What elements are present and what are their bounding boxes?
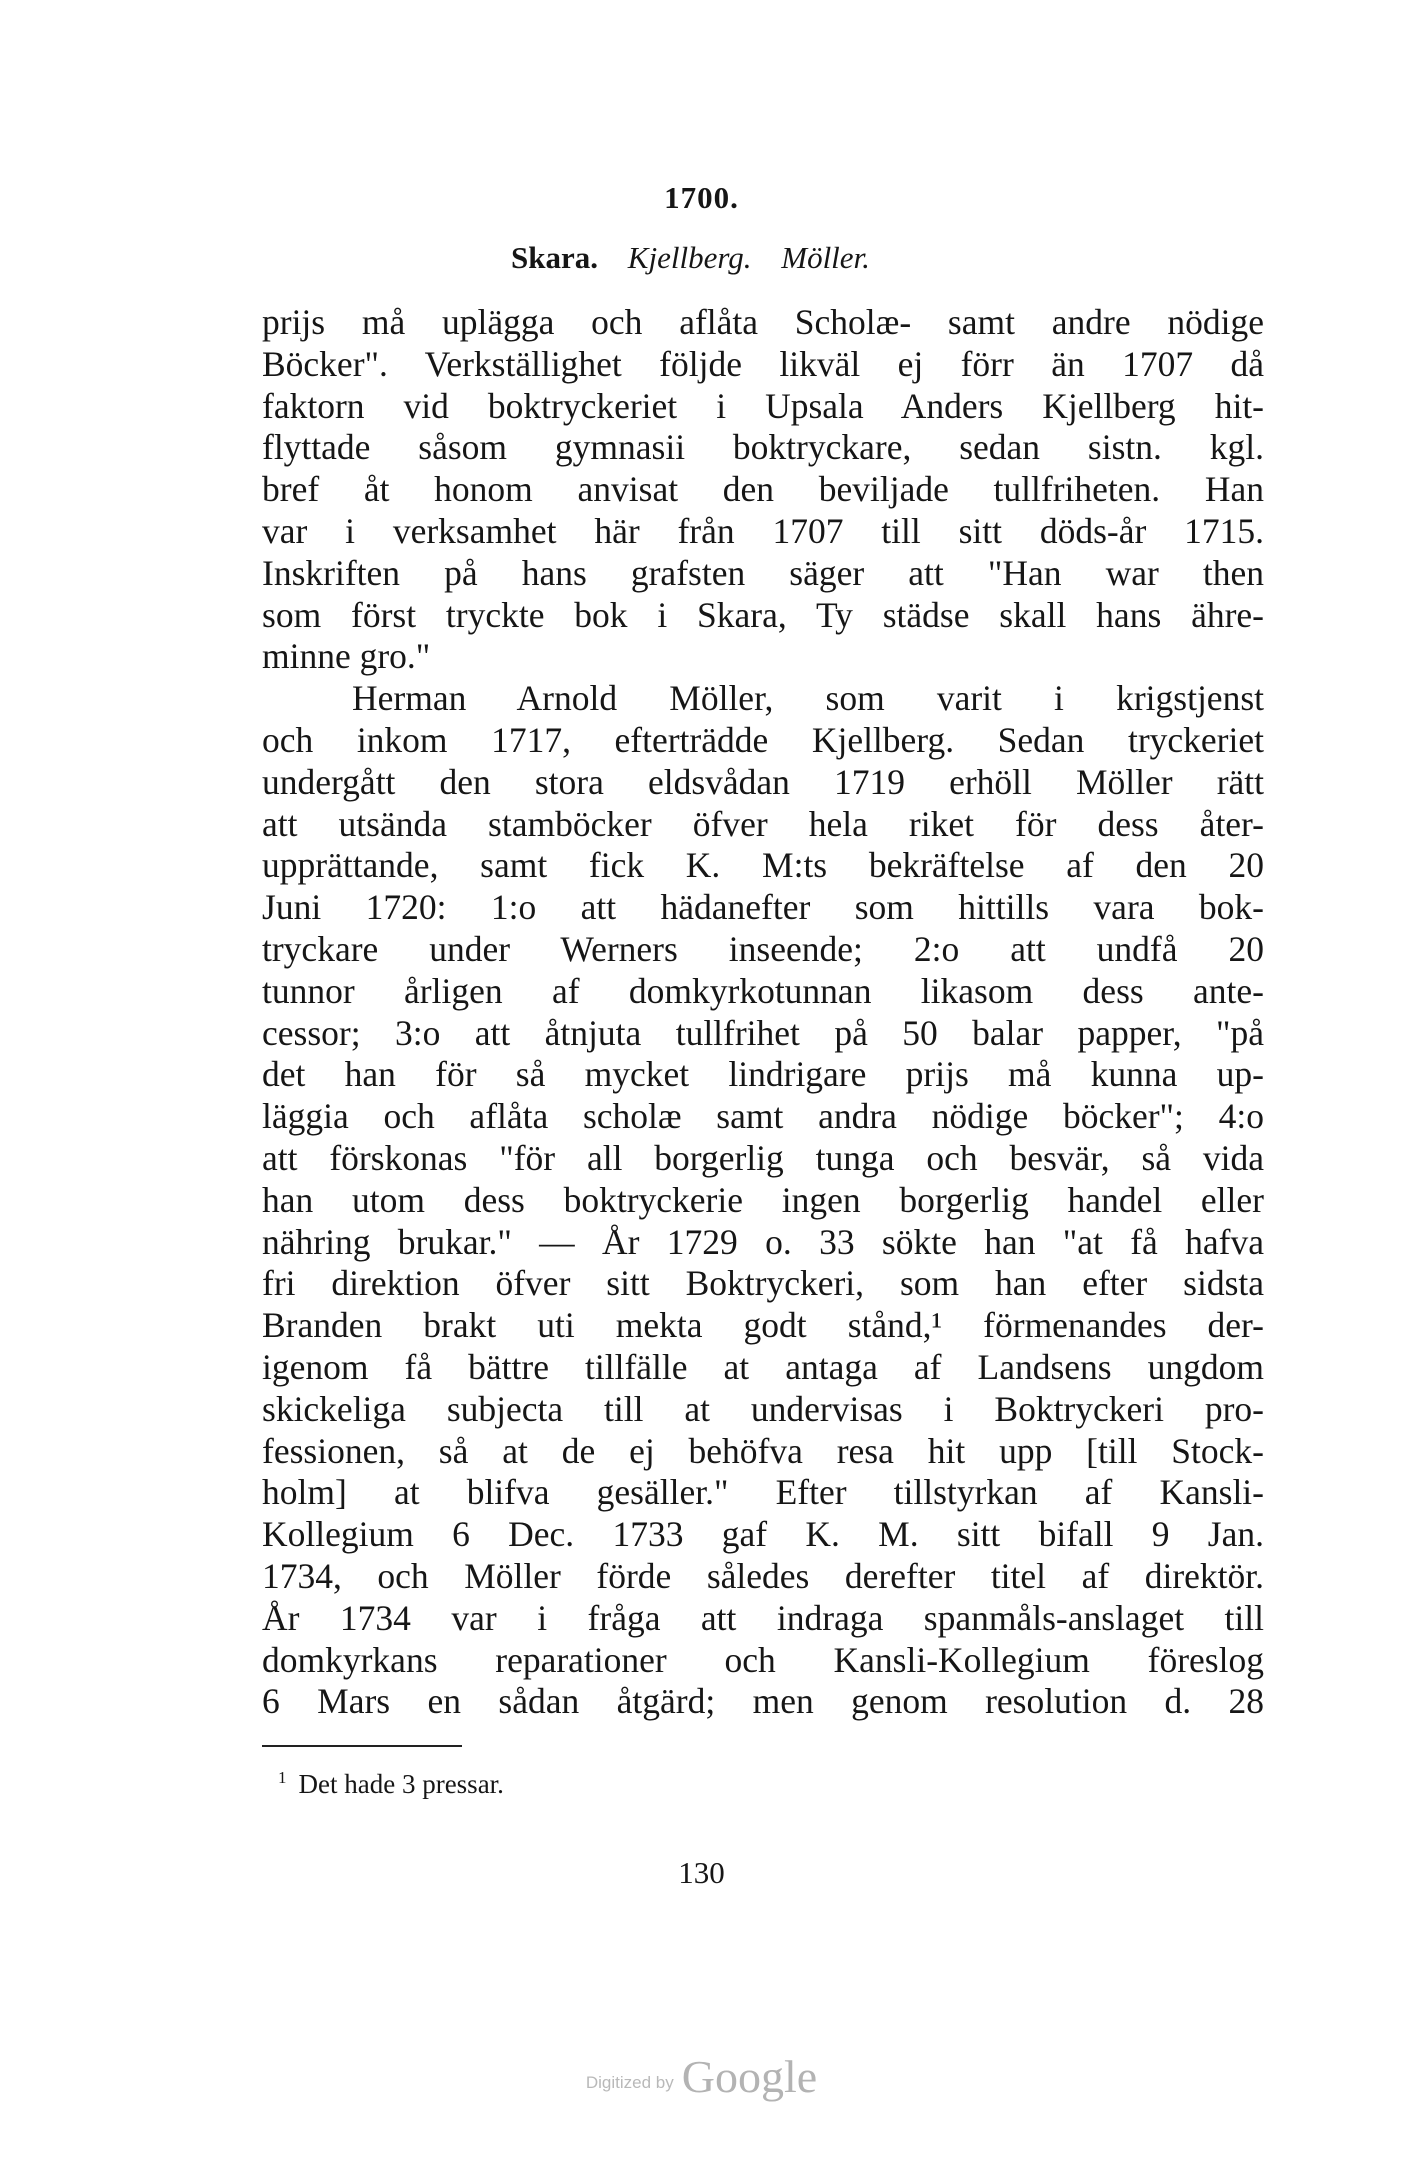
body-line: Böcker". Verkställighet följde likväl ej förr än 1707 då bbox=[262, 343, 1264, 384]
body-line: upprättande, samt fick K. M:ts bekräftelse af den 20 bbox=[262, 845, 1264, 886]
footnote bbox=[278, 1768, 504, 1800]
running-head-name-1: Kjellberg. bbox=[627, 240, 752, 275]
watermark-prefix: Digitized by bbox=[585, 2073, 674, 2092]
running-head-name-2: Möller. bbox=[781, 240, 870, 275]
body-line: År 1734 var i fråga att indraga spanmåls-anslaget till bbox=[262, 1597, 1264, 1638]
body-line: domkyrkans reparationer och Kansli-Kollegium föreslog bbox=[262, 1639, 1264, 1680]
body-line: var i verksamhet här från 1707 till sitt döds-år 1715. bbox=[262, 510, 1264, 551]
body-line: Branden brakt uti mekta godt stånd,¹ förmenandes der- bbox=[262, 1305, 1264, 1346]
body-line: undergått den stora eldsvådan 1719 erhöll Möller rätt bbox=[262, 761, 1264, 802]
body-line: Inskriften på hans grafsten säger att "Han war then bbox=[262, 552, 1264, 593]
footnote-marker: 1 bbox=[278, 1768, 287, 1787]
running-head-place: Skara. bbox=[511, 240, 599, 275]
footnote-divider bbox=[262, 1745, 462, 1747]
body-line: bref åt honom anvisat den beviljade tullfriheten. Han bbox=[262, 469, 1264, 510]
digitized-watermark bbox=[0, 2050, 1403, 2103]
body-line: Herman Arnold Möller, som varit i krigstjenst bbox=[352, 678, 1264, 719]
body-line: tryckare under Werners inseende; 2:o att undfå 20 bbox=[262, 928, 1264, 969]
body-line: minne gro." bbox=[262, 636, 431, 677]
body-line: tunnor årligen af domkyrkotunnan likasom dess ante- bbox=[262, 970, 1264, 1011]
body-line: skickeliga subjecta till at undervisas i Boktryckeri pro- bbox=[262, 1388, 1264, 1429]
body-line: och inkom 1717, efterträdde Kjellberg. Sedan tryckeriet bbox=[262, 719, 1264, 760]
body-line: Juni 1720: 1:o att hädanefter som hittills vara bok- bbox=[262, 887, 1264, 928]
running-head bbox=[0, 240, 1403, 276]
footnote-text: Det hade 3 pressar. bbox=[298, 1769, 504, 1799]
body-line: cessor; 3:o att åtnjuta tullfrihet på 50 balar papper, "på bbox=[262, 1012, 1264, 1053]
body-line: flyttade såsom gymnasii boktryckare, sedan sistn. kgl. bbox=[262, 427, 1264, 468]
body-line: nähring brukar." — År 1729 o. 33 sökte han "at få hafva bbox=[262, 1221, 1264, 1262]
body-line: holm] at blifva gesäller." Efter tillstyrkan af Kansli- bbox=[262, 1472, 1264, 1513]
body-line: läggia och aflåta scholæ samt andra nödige böcker"; 4:o bbox=[262, 1096, 1264, 1137]
body-line: 1734, och Möller förde således derefter titel af direktör. bbox=[262, 1555, 1264, 1596]
body-line: igenom få bättre tillfälle at antaga af Landsens ungdom bbox=[262, 1346, 1264, 1387]
body-line: att utsända stamböcker öfver hela riket för dess åter- bbox=[262, 803, 1264, 844]
page-number: 130 bbox=[678, 1855, 725, 1890]
google-logo: Google bbox=[681, 2051, 818, 2102]
body-line: fessionen, så at de ej behöfva resa hit upp [till Stock- bbox=[262, 1430, 1264, 1471]
running-head-year: 1700. bbox=[664, 180, 739, 215]
body-line: Kollegium 6 Dec. 1733 gaf K. M. sitt bifall 9 Jan. bbox=[262, 1514, 1264, 1555]
body-line: det han för så mycket lindrigare prijs må kunna up- bbox=[262, 1054, 1264, 1095]
body-line: han utom dess boktryckerie ingen borgerlig handel eller bbox=[262, 1179, 1264, 1220]
body-line: prijs må uplägga och aflåta Scholæ- samt andre nödige bbox=[262, 302, 1264, 342]
body-line: att förskonas "för all borgerlig tunga och besvär, så vida bbox=[262, 1137, 1264, 1178]
body-line: som först tryckte bok i Skara, Ty städse skall hans ähre- bbox=[262, 594, 1264, 635]
body-line: faktorn vid boktryckeriet i Upsala Anders Kjellberg hit- bbox=[262, 385, 1264, 426]
body-text bbox=[262, 302, 1264, 1723]
body-line: fri direktion öfver sitt Boktryckeri, som han efter sidsta bbox=[262, 1263, 1264, 1304]
body-line: 6 Mars en sådan åtgärd; men genom resolution d. 28 bbox=[262, 1681, 1264, 1722]
